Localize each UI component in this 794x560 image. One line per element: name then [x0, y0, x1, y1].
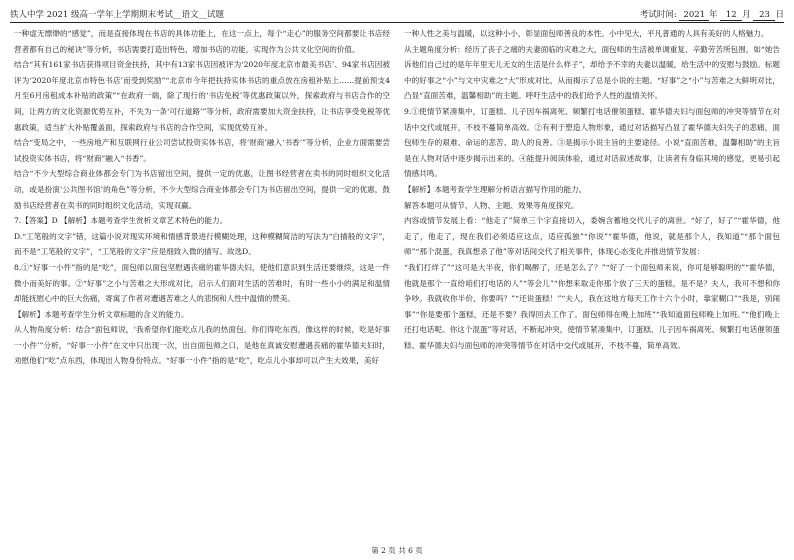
- paragraph: 【解析】本题考查学生分析文章标题的含义的能力。: [14, 309, 189, 319]
- exam-year: 2021: [679, 10, 709, 21]
- paragraph: 结合“其有161家书店获得项目资金扶持，其中有13家书店因被评为‘2020年度北京市最美书店’、94家书店因被评为‘2020年度北京市特色书店’而受到奖励”“北京市今年把扶持实体书店的重点放在房租补贴上……提前预支4月至6月房租成本补贴的政策”“在政府一端，除了现行的‘书店免税’等优惠政策以外，探索政府与书店合作的空间，让两方的文化资源优势互补，不失为一条‘可行道路’”等分析，政府需要加大资金扶持，让书店享受免税等优惠政策，适当扩大补贴覆盖面，探索政府与书店的合作空间，实现优势互补。: [14, 60, 390, 132]
- exam-date: [640, 8, 784, 21]
- paragraph: 8.①“好事一小件”指的是“吃”，面包师以面包坚慰遇丧痛的霍华德夫妇，使他们意识到生活还要继续，这是一件微小而美好的事。②“好事”之小与苦难之大形成对比，启示人们面对生活的苦难时，有时一些小小的满足和温情却能抚慰心中的巨大伤痛，寄寓了作者对遭遇苦难之人的悲悯和人性中温情的赞美。: [14, 262, 390, 304]
- paragraph: 一种虚无缥缈的“感觉”，而是直接体现在书店的具体功能上，在这一点上，每个“走心”的服务空间都要让书店经营者都有自己的秘诀”等分析，书店需要打造出特色，增加书店的功能，实现作为公共文化空间的价值。: [14, 29, 390, 54]
- left-column: [14, 26, 390, 540]
- paragraph: 【解析】本题考查学生理解分析语言描写作用的能力。: [404, 184, 587, 194]
- page-header: [10, 6, 784, 23]
- paragraph: 从人物角度分析：结合“面包师说，‘我希望你们能吃点儿我的热面包。你们得吃东西，像这样的时候，吃是好事一小件’”分析，“好事一小件”在文中只出现一次，出自面包师之口，是他在真诚安慰遭遇丧痛的霍华德夫妇时，劝慰他们“吃”点东西，体现出人物身份特点。“好事一小件”指的是“吃”，吃点儿小事却可以产生大效果，美好: [14, 325, 390, 366]
- paragraph: 结合“不少大型综合商业体都会专门为书店留出空间，提供一定的优惠，让图书经营者在卖书的同时组织文化活动，或是扮演‘公共图书馆’的角色”等分析，不少大型综合商业体都会专门为书店留出空间，提供一定的优惠，鼓励书店经营者在卖书的同时组织文化活动，实现双赢。: [14, 169, 390, 210]
- paragraph: 9.①使情节紧凑集中，订蛋糕、儿子因车祸离死、频繁打电话催领蛋糕、霍华德夫妇与面包师的冲突等情节在对话中交代或展开，不枝不蔓简单高效。②有利于塑造人物形象，通过对话描写凸显了霍华德夫妇失子的悲痛，面包师生存的艰难、命运的悲苦、助人的良善。③是揭示小说主旨的主要途径。小说“直面苦难，温馨相助”的主旨是在人物对话中逐步揭示出来的。④能提升阅读体验，通过对话叙述故事，让读者有身临其境的感觉，更易引起情感共鸣。: [404, 106, 780, 179]
- paragraph: 从主题角度分析：经历了丧子之痛的夫妻面临的灾难之大，面包师的生活被单调重复、辛勤劳苦所包围，如“她告诉他们自己过的是年年里无儿无女的生活是什么样子”，却给予不幸的夫妻以温暖，给生活中的安慰与鼓励。标题中的好事之“小”与文中灾难之“大”形成对比，从而揭示了总是小说的主题。“好事”之“小”与苦难之大鲜明对比，凸显“直面苦难，温馨相助”的主题。呼吁生活中的我们给予人性的温情关怀。: [404, 44, 780, 101]
- paragraph: 7.【答案】D 【解析】本题考查学生赏析文章艺术特色的能力。: [14, 216, 228, 226]
- paragraph: 内容或情节发展上看：“他走了”简单三个字直接切入，委婉含蓄地交代儿子的离世。“好了，好了”“霍华德，他走了，他走了，现在我们必须适应这点，适应孤独”“你说”“霍华德，他说，就是那个人，我知道”“那个面包师”“那个混蛋，我真想杀了他”等对话间交代了相关事件，体现心态变化并推进情节发展：: [404, 216, 780, 257]
- paragraph: D.“工笔般的文字”错，这篇小说对现实环境和情感背景进行模糊处理，这种模糊简洁的写法为“白描般的文字”，而不是“工笔般的文字”，“工笔般的文字”应是细致入微的描写。故选D。: [14, 231, 390, 257]
- content-columns: [14, 26, 780, 540]
- paragraph: 一种人性之美与温暖，以这种小小，彰显面包师善良的本性。小中见大，平凡普通的人具有美好的人格魅力。: [404, 29, 769, 38]
- paragraph: 结合“变局之中，一些房地产和互联网行业公司尝试投资实体书店，将‘财商’融入‘书香’”等分析，企业方面需要尝试投资实体书店，将“财商”融入“书香”。: [14, 138, 390, 163]
- exam-title: 铁人中学 2021 级高一学年上学期期末考试__语文__试题: [10, 10, 225, 20]
- paragraph: 解答本题可从情节、人物、主题、效果等角度探究。: [404, 200, 579, 210]
- paragraph: “我们打烊了”“这可是大半夜，你们喝醉了，还是怎么了？”“好了一个面包师来说，你可是够聪明的”“霍华德，他就是那个一直给咱们打电话的人”“等会儿”“你想来取走你那个放了三天的蛋糕，是不是？夫人，我可不想和你争吵。我就收你半价，你要吗？”“还说蛋糕！”“夫人，我在这地方每天工作十六个小时，靠家糊口”“我是，别闹事”“你是要那个蛋糕，还是不要？我得回去工作了。面包师得在晚上加班”“我知道面包师晚上加班。”“他们晚上还打电话呢。你这个混蛋”等对话，不断起冲突，使情节紧凑集中，订蛋糕、儿子因车祸离死、频繁打电话催领蛋糕、霍华德夫妇与面包师的冲突等情节在对话中交代或展开，不枝不蔓，简单高效。: [404, 262, 780, 350]
- year-unit: 年: [709, 9, 718, 20]
- time-label: 考试时间:: [639, 9, 677, 20]
- right-column: [404, 26, 780, 540]
- day-unit: 日: [775, 9, 784, 20]
- exam-month: 12: [720, 10, 742, 21]
- month-unit: 月: [742, 9, 751, 20]
- exam-day: 23: [753, 10, 775, 21]
- page-number: 第 2 页 共 6 页: [371, 546, 423, 555]
